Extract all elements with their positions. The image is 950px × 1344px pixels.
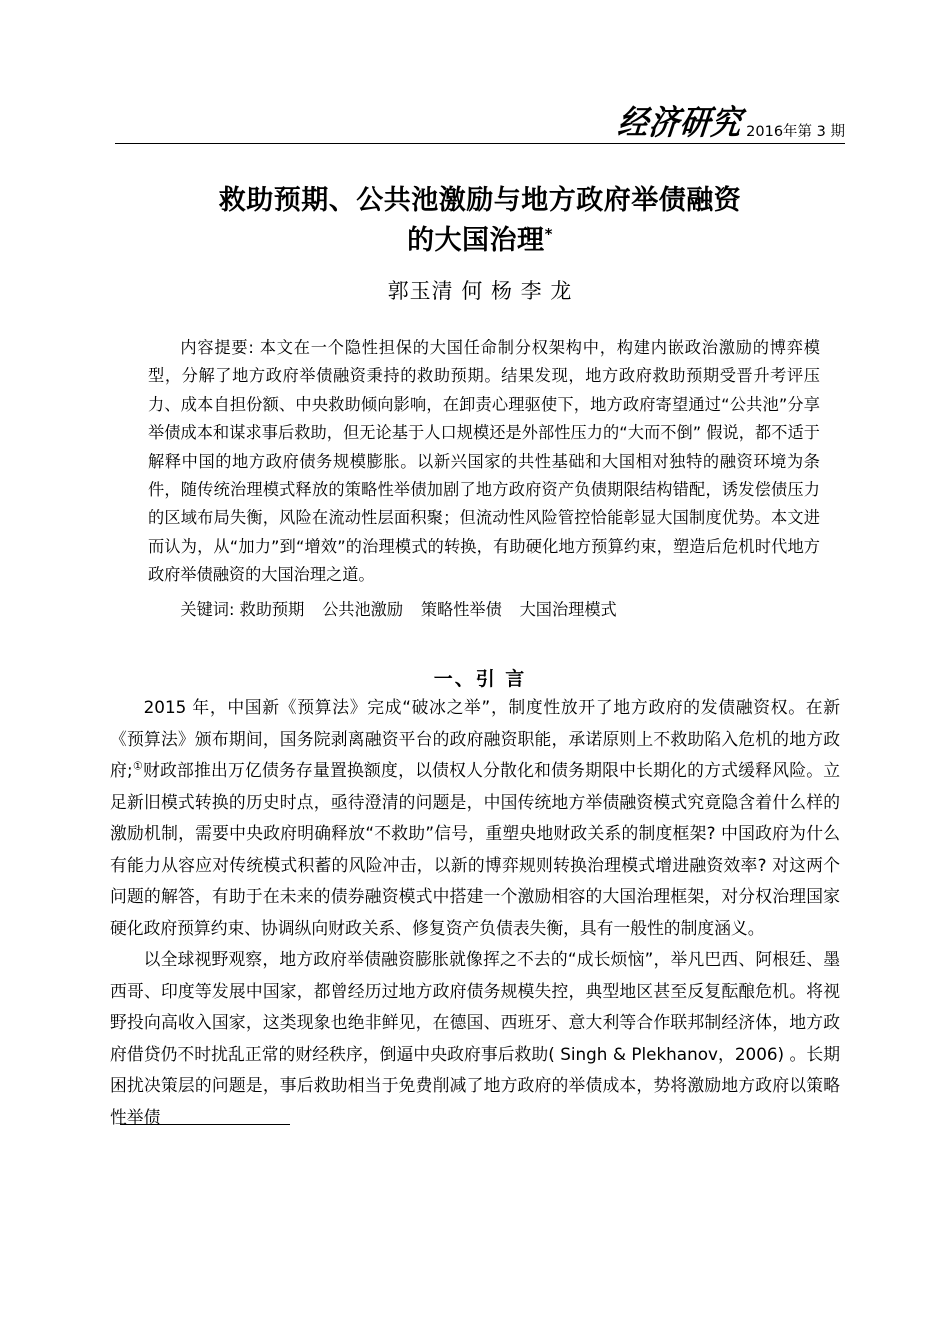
body-paragraph-2: 以全球视野观察，地方政府举债融资膨胀就像挥之不去的“成长烦恼”，举凡巴西、阿根廷、墨西哥、印度等发展中国家，都曾经历过地方政府债务规模失控，典型地区甚至反复酝酿危机。将视野投向高收入国家，这类现象也绝非鲜见，在德国、西班牙、意大利等合作联邦制经济体，地方政府借贷仍不时扰乱正常的财经秩序，倒逼中央政府事后救助( Singh & Plekhanov，2006) 。长期困扰决策层的问题是，事后救助相当于免费削减了地方政府的举债成本，势将激励地方政府以策略性举债	[110, 949, 840, 1127]
abstract-text: 内容提要: 本文在一个隐性担保的大国任命制分权架构中，构建内嵌政治激励的博弈模型，分解了地方政府举债融资秉持的救助预期。结果发现，地方政府救助预期受晋升考评压力、成本自担份额、中央救助倾向影响，在卸责心理驱使下，地方政府寄望通过“公共池”分享举债成本和谋求事后救助，但无论基于人口规模还是外部性压力的“大而不倒” 假说，都不适于解释中国的地方政府债务规模膨胀。以新兴国家的共性基础和大国相对独特的融资环境为条件，随传统治理模式释放的策略性举债加剧了地方政府资产负债期限结构错配，诱发偿债压力的区域布局失衡，风险在流动性层面积聚；但流动性风险管控恰能彰显大国制度优势。本文进而认为，从“加力”到“增效”的治理模式的转换，有助硬化地方预算约束，塑造后危机时代地方政府举债融资的大国治理之道。	[148, 338, 820, 585]
keyword-item-3: 大国治理模式	[519, 599, 617, 619]
section-heading-introduction: 一、引 言	[433, 667, 527, 690]
article-title-line-2-text: 的大国治理	[407, 225, 545, 257]
body-paragraph-1	[110, 692, 840, 944]
keyword-item-0: 救助预期	[239, 599, 305, 619]
keyword-item-1: 公共池激励	[322, 599, 404, 619]
issue-label: 2016年第 3 期	[746, 123, 845, 140]
author-list: 郭玉清 何 杨 李 龙	[387, 279, 573, 303]
article-title-line-1: 救助预期、公共池激励与地方政府举债融资	[218, 185, 742, 217]
masthead	[115, 100, 845, 142]
body-paragraph-1-part-b: 财政部推出万亿债务存量置换额度，以债权人分散化和债务期限中长期化的方式缓释风险。立足新旧模式转换的历史时点，亟待澄清的问题是，中国传统地方举债融资模式究竟隐含着什么样的激励机制，需要中央政府明确释放“不救助”信号，重塑央地财政关系的制度框架? 中国政府为什么有能力从容应对传统模式积蓄的风险冲击，以新的博弈规则转换治理模式增进融资效率? 对这两个问题的解答，有助于在未来的债券融资模式中搭建一个激励相容的大国治理框架，对分权治理国家硬化政府预算约束、协调纵向财政关系、修复资产负债表失衡，具有一般性的制度涵义。	[110, 760, 840, 938]
keywords-line	[148, 596, 820, 624]
body-paragraph-1-part-a: 2015 年，中国新《预算法》完成“破冰之举”，制度性放开了地方政府的发债融资权。在新《预算法》颁布期间，国务院剥离融资平台的政府融资职能，承诺原则上不救助陷入危机的地方政府;	[110, 697, 840, 780]
article-title	[115, 181, 845, 261]
keywords-label: 关键词:	[180, 599, 240, 619]
footnote-marker-1: ①	[132, 759, 143, 773]
keyword-item-2: 策略性举债	[420, 599, 502, 619]
journal-logo: 经济研究	[616, 103, 745, 144]
header-divider	[115, 143, 845, 144]
article-title-line-2	[115, 221, 845, 261]
title-footnote-marker: *	[544, 225, 553, 244]
abstract-block	[148, 334, 820, 624]
footnote-divider	[120, 1124, 290, 1125]
body-text	[110, 692, 840, 1133]
